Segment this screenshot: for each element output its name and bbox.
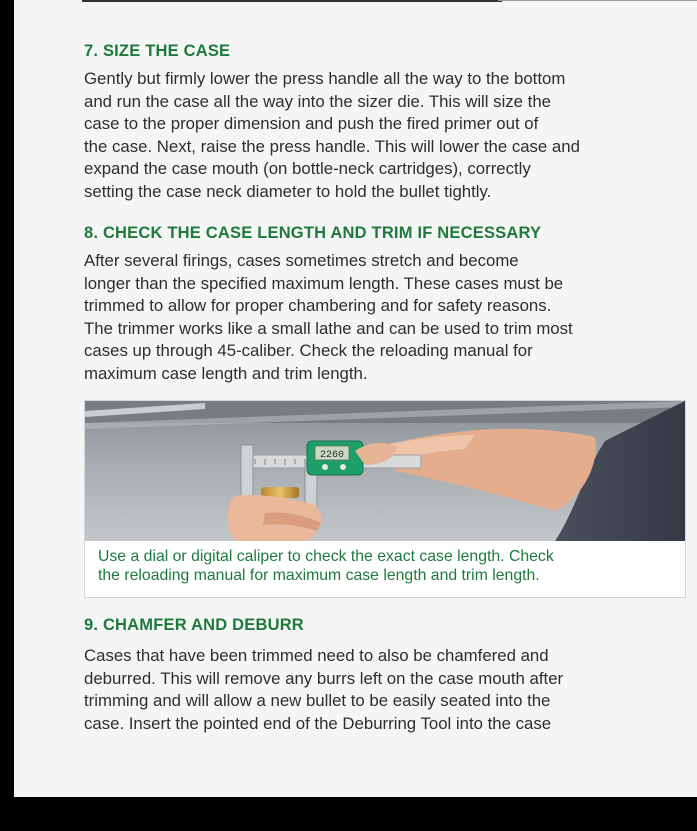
caption-line: the reloading manual for maximum case length and trim length. [98, 567, 540, 584]
text-line: expand the case mouth (on bottle-neck cartridges), correctly [84, 159, 531, 179]
top-divider-right [498, 0, 697, 1]
section-check-case-length [84, 222, 680, 386]
section-body [84, 68, 680, 204]
section-size-the-case [84, 40, 680, 204]
caption-line: Use a dial or digital caliper to check the exact case length. Check [98, 548, 554, 565]
text-line: After several firings, cases sometimes stretch and become [84, 251, 519, 270]
section-heading: 8. CHECK THE CASE LENGTH AND TRIM IF NECESSARY [84, 224, 542, 242]
section-body [84, 250, 680, 386]
figure-caption [98, 547, 678, 585]
caliper-display-readout: 2260 [319, 450, 345, 461]
top-divider [82, 0, 502, 2]
section-chamfer-and-deburr [84, 614, 680, 735]
text-line: trimming and will allow a new bullet to be easily seated into the [84, 691, 551, 711]
text-line: case. Insert the pointed end of the Deburring Tool into the case [84, 713, 552, 733]
caliper-photo [85, 401, 685, 541]
section-heading: 9. CHAMFER AND DEBURR [84, 616, 304, 634]
text-line: the case. Next, raise the press handle. This will lower the case and [84, 136, 580, 156]
section-body [84, 645, 680, 735]
text-line: cases up through 45-caliber. Check the reloading manual for [84, 341, 533, 361]
text-line: longer than the specified maximum length. These cases must be [84, 273, 564, 293]
caliper-figure [84, 400, 686, 598]
text-line: The trimmer works like a small lathe and can be used to trim most [84, 318, 573, 338]
text-line: and run the case all the way into the sizer die. This will size the [84, 91, 552, 111]
text-line: setting the case neck diameter to hold the bullet tightly. [84, 181, 492, 201]
section-heading: 7. SIZE THE CASE [84, 42, 231, 60]
document-page [14, 0, 697, 797]
text-line: case to the proper dimension and push the fired primer out of [84, 114, 539, 134]
text-line: deburred. This will remove any burrs left on the case mouth after [84, 668, 564, 688]
text-line: maximum case length and trim length. [84, 363, 368, 383]
text-line: trimmed to allow for proper chambering and for safety reasons. [84, 296, 552, 316]
text-line: Cases that have been trimmed need to also be chamfered and [84, 646, 549, 665]
text-line: Gently but firmly lower the press handle all the way to the bottom [84, 69, 566, 88]
